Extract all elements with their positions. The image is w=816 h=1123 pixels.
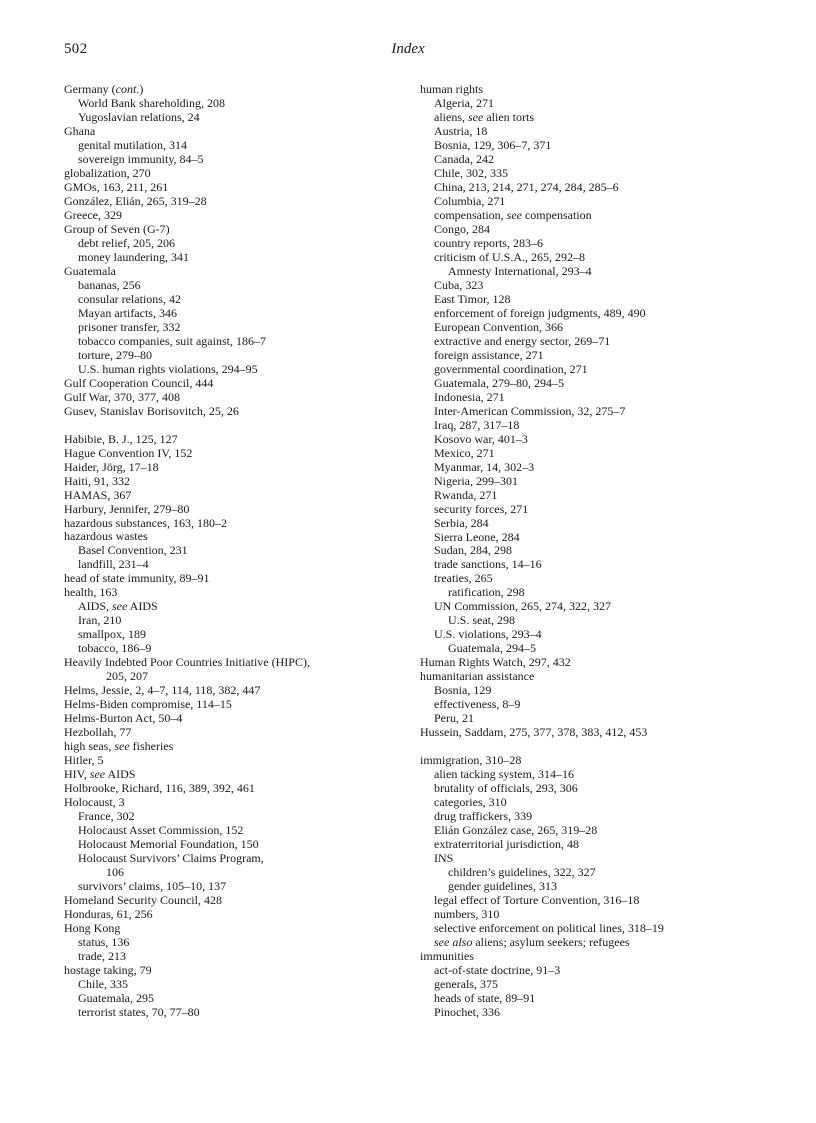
index-subentry (420, 530, 760, 544)
index-subentry (420, 837, 760, 851)
index-heading (64, 474, 404, 488)
index-heading (64, 711, 404, 725)
index-subentry (420, 613, 760, 627)
entry-text: Holocaust, 3 (64, 795, 125, 810)
index-subentry (420, 264, 760, 278)
index-subentry (64, 641, 404, 655)
entry-text: China, 213, 214, 271, 274, 284, 285–6 (434, 179, 619, 194)
entry-text: INS (434, 851, 454, 866)
index-subentry (420, 627, 760, 641)
entry-text: Chile, 335 (78, 976, 128, 991)
entry-text: selective enforcement on political lines, 318–19 (434, 921, 664, 936)
index-subentry (420, 390, 760, 404)
index-subentry (64, 669, 404, 683)
entry-text: country reports, 283–6 (434, 235, 543, 250)
entry-text: 106 (106, 865, 124, 880)
index-subentry (420, 334, 760, 348)
page-number: 502 (64, 41, 88, 57)
index-subentry (420, 362, 760, 376)
index-subentry (64, 543, 404, 557)
index-subentry (64, 1005, 404, 1019)
entry-text: debt relief, 205, 206 (78, 235, 175, 250)
index-subentry (420, 250, 760, 264)
entry-text: torture, 279–80 (78, 347, 152, 362)
entry-text: Iran, 210 (78, 613, 122, 628)
entry-text: Yugoslavian relations, 24 (78, 109, 200, 124)
entry-text: Human Rights Watch, 297, 432 (420, 655, 571, 670)
index-subentry (420, 557, 760, 571)
index-subentry (420, 460, 760, 474)
index-heading (64, 683, 404, 697)
index-heading (64, 222, 404, 236)
index-subentry (64, 306, 404, 320)
index-subentry (64, 949, 404, 963)
entry-text: Holbrooke, Richard, 116, 389, 392, 461 (64, 781, 255, 796)
entry-text: Group of Seven (G-7) (64, 221, 170, 236)
entry-text: children’s guidelines, 322, 327 (448, 865, 596, 880)
entry-text: Hitler, 5 (64, 753, 104, 768)
index-heading (64, 753, 404, 767)
entry-text: Helms-Biden compromise, 114–15 (64, 697, 232, 712)
index-subentry (64, 879, 404, 893)
entry-text: terrorist states, 70, 77–80 (78, 1004, 200, 1019)
entry-text: Nigeria, 299–301 (434, 473, 518, 488)
entry-text: high seas, (64, 739, 115, 754)
index-heading (64, 432, 404, 446)
entry-text: Indonesia, 271 (434, 389, 505, 404)
entry-text: health, 163 (64, 585, 118, 600)
entry-text: sovereign immunity, 84–5 (78, 151, 204, 166)
index-subentry (64, 599, 404, 613)
entry-cross-reference: see (468, 109, 484, 124)
entry-text: extraterritorial jurisdiction, 48 (434, 837, 579, 852)
entry-text: prisoner transfer, 332 (78, 319, 181, 334)
entry-text: Honduras, 61, 256 (64, 907, 153, 922)
index-subentry (420, 418, 760, 432)
entry-text: numbers, 310 (434, 907, 500, 922)
index-heading (64, 725, 404, 739)
index-subentry (420, 781, 760, 795)
index-heading (64, 124, 404, 138)
index-heading (64, 488, 404, 502)
entry-text: survivors’ claims, 105–10, 137 (78, 879, 227, 894)
letter-group-gap (64, 418, 404, 432)
entry-text: hazardous substances, 163, 180–2 (64, 515, 227, 530)
index-heading (64, 208, 404, 222)
index-subentry (420, 516, 760, 530)
entry-text-rest: fisheries (129, 739, 174, 754)
index-heading (420, 725, 760, 739)
index-subentry (64, 152, 404, 166)
index-subentry (64, 851, 404, 865)
index-subentry (420, 194, 760, 208)
index-heading (64, 166, 404, 180)
entry-text: governmental coordination, 271 (434, 361, 588, 376)
index-subentry (420, 96, 760, 110)
index-subentry (64, 557, 404, 571)
entry-text: Guatemala, 279–80, 294–5 (434, 375, 564, 390)
index-heading (64, 376, 404, 390)
entry-text: drug traffickers, 339 (434, 809, 533, 824)
entry-text: 205, 207 (106, 669, 148, 684)
index-heading (64, 781, 404, 795)
entry-text-rest: AIDS (127, 599, 158, 614)
index-subentry (420, 138, 760, 152)
entry-cross-reference: see (114, 739, 130, 754)
index-subentry (64, 865, 404, 879)
index-subentry (420, 376, 760, 390)
entry-text: globalization, 270 (64, 165, 151, 180)
index-heading (64, 502, 404, 516)
entry-text: ratification, 298 (448, 585, 525, 600)
index-subentry (64, 362, 404, 376)
index-heading (64, 767, 404, 781)
entry-text: U.S. human rights violations, 294–95 (78, 361, 258, 376)
entry-text: Mexico, 271 (434, 445, 495, 460)
entry-text: security forces, 271 (434, 501, 529, 516)
entry-text: categories, 310 (434, 795, 507, 810)
index-heading (64, 571, 404, 585)
letter-group-gap (420, 739, 760, 753)
entry-text: heads of state, 89–91 (434, 990, 536, 1005)
index-subentry (420, 502, 760, 516)
index-heading (64, 529, 404, 543)
index-subentry (64, 837, 404, 851)
index-subentry (420, 585, 760, 599)
index-heading (420, 655, 760, 669)
index-subentry (420, 446, 760, 460)
index-heading (64, 907, 404, 921)
entry-text-rest: alien torts (483, 109, 534, 124)
entry-text: Hague Convention IV, 152 (64, 445, 193, 460)
entry-text: East Timor, 128 (434, 291, 511, 306)
entry-cross-reference: see (506, 207, 522, 222)
entry-text: enforcement of foreign judgments, 489, 490 (434, 305, 646, 320)
entry-text: European Convention, 366 (434, 319, 563, 334)
index-subentry (420, 921, 760, 935)
entry-text: González, Elián, 265, 319–28 (64, 193, 207, 208)
entry-cross-reference: cont. (115, 82, 140, 96)
index-subentry (64, 348, 404, 362)
entry-text: Guatemala, 294–5 (448, 641, 536, 656)
entry-text: trade sanctions, 14–16 (434, 557, 542, 572)
index-subentry (420, 865, 760, 879)
entry-text: GMOs, 163, 211, 261 (64, 179, 169, 194)
entry-text: gender guidelines, 313 (448, 879, 557, 894)
entry-text: Austria, 18 (434, 123, 488, 138)
index-subentry (420, 907, 760, 921)
index-subentry (420, 809, 760, 823)
entry-text: alien tacking system, 314–16 (434, 767, 574, 782)
entry-text: immunities (420, 949, 474, 964)
entry-text: Amnesty International, 293–4 (448, 263, 592, 278)
entry-text: Rwanda, 271 (434, 487, 498, 502)
index-heading (64, 390, 404, 404)
entry-text: Holocaust Memorial Foundation, 150 (78, 837, 259, 852)
index-subentry (420, 935, 760, 949)
entry-text: genital mutilation, 314 (78, 137, 187, 152)
entry-text: Chile, 302, 335 (434, 165, 508, 180)
index-subentry (64, 627, 404, 641)
index-subentry (420, 306, 760, 320)
entry-text: Gulf War, 370, 377, 408 (64, 389, 180, 404)
index-subentry (64, 935, 404, 949)
entry-text: extractive and energy sector, 269–71 (434, 333, 611, 348)
entry-text: Pinochet, 336 (434, 1004, 500, 1019)
entry-text: foreign assistance, 271 (434, 347, 544, 362)
index-subentry (420, 543, 760, 557)
entry-text: Myanmar, 14, 302–3 (434, 459, 535, 474)
index-subentry (64, 809, 404, 823)
entry-text: Guatemala (64, 263, 116, 278)
entry-text: humanitarian assistance (420, 669, 535, 684)
entry-text: Iraq, 287, 317–18 (434, 417, 520, 432)
entry-cross-reference: see (112, 599, 128, 614)
entry-text: smallpox, 189 (78, 627, 146, 642)
index-heading (64, 739, 404, 753)
entry-text: Helms-Burton Act, 50–4 (64, 711, 183, 726)
index-heading (64, 585, 404, 599)
entry-text: status, 136 (78, 935, 130, 950)
entry-text: Homeland Security Council, 428 (64, 893, 222, 908)
entry-text: World Bank shareholding, 208 (78, 95, 226, 110)
index-subentry (420, 432, 760, 446)
entry-text: trade, 213 (78, 949, 126, 964)
index-subentry (64, 613, 404, 627)
index-subentry (64, 334, 404, 348)
entry-text: Elián González case, 265, 319–28 (434, 823, 598, 838)
index-subentry (64, 110, 404, 124)
index-subentry (420, 180, 760, 194)
entry-text: U.S. seat, 298 (448, 613, 515, 628)
index-column-left (64, 82, 404, 1019)
entry-text: Bosnia, 129, 306–7, 371 (434, 137, 552, 152)
index-subentry (420, 795, 760, 809)
entry-text: Gusev, Stanislav Borisovitch, 25, 26 (64, 403, 239, 418)
entry-text: AIDS, (78, 599, 113, 614)
entry-text: generals, 375 (434, 976, 498, 991)
index-heading (64, 795, 404, 809)
entry-text: Kosovo war, 401–3 (434, 431, 528, 446)
entry-text: Algeria, 271 (434, 95, 494, 110)
entry-text: UN Commission, 265, 274, 322, 327 (434, 599, 612, 614)
index-heading (64, 82, 404, 96)
index-subentry (420, 278, 760, 292)
index-subentry (64, 823, 404, 837)
index-subentry (420, 697, 760, 711)
index-subentry (420, 166, 760, 180)
index-subentry (420, 110, 760, 124)
index-heading (64, 655, 404, 669)
index-subentry (420, 236, 760, 250)
index-heading (64, 194, 404, 208)
entry-text: Columbia, 271 (434, 193, 506, 208)
index-heading (64, 264, 404, 278)
entry-text: U.S. violations, 293–4 (434, 627, 542, 642)
index-subentry (420, 767, 760, 781)
entry-text: hostage taking, 79 (64, 963, 152, 977)
entry-text: Sudan, 284, 298 (434, 543, 512, 558)
entry-text: legal effect of Torture Convention, 316–18 (434, 893, 640, 908)
entry-text: Ghana (64, 123, 96, 138)
index-subentry (420, 320, 760, 334)
entry-text: criticism of U.S.A., 265, 292–8 (434, 249, 585, 264)
index-subentry (420, 124, 760, 138)
entry-text-rest: ) (139, 82, 144, 96)
entry-text: consular relations, 42 (78, 291, 181, 306)
entry-text: treaties, 265 (434, 571, 493, 586)
index-subentry (420, 893, 760, 907)
index-subentry (420, 571, 760, 585)
entry-text: bananas, 256 (78, 277, 141, 292)
entry-text: Sierra Leone, 284 (434, 529, 520, 544)
entry-text: Canada, 242 (434, 151, 494, 166)
entry-text: Congo, 284 (434, 221, 491, 236)
entry-text: France, 302 (78, 809, 135, 824)
index-heading (420, 753, 760, 767)
entry-text: immigration, 310–28 (420, 753, 522, 768)
index-subentry (64, 96, 404, 110)
index-subentry (420, 488, 760, 502)
index-subentry (420, 711, 760, 725)
entry-text: Guatemala, 295 (78, 990, 154, 1005)
index-heading (64, 516, 404, 530)
entry-cross-reference: see (89, 767, 106, 782)
index-heading (64, 963, 404, 977)
entry-text: Heavily Indebted Poor Countries Initiative (HIPC), (64, 655, 310, 670)
index-subentry (64, 236, 404, 250)
entry-text: Germany ( (64, 82, 116, 96)
index-subentry (64, 991, 404, 1005)
entry-text: head of state immunity, 89–91 (64, 571, 210, 586)
entry-text: Greece, 329 (64, 207, 122, 222)
index-subentry (420, 823, 760, 837)
entry-text: Haider, Jörg, 17–18 (64, 459, 159, 474)
entry-text: brutality of officials, 293, 306 (434, 781, 578, 796)
index-subentry (420, 641, 760, 655)
entry-text: Hussein, Saddam, 275, 377, 378, 383, 412, 453 (420, 725, 648, 740)
entry-text: Gulf Cooperation Council, 444 (64, 375, 214, 390)
index-subentry (420, 977, 760, 991)
entry-text: act-of-state doctrine, 91–3 (434, 963, 561, 977)
index-subentry (420, 879, 760, 893)
index-subentry (64, 250, 404, 264)
entry-text: Holocaust Asset Commission, 152 (78, 823, 244, 838)
entry-text: Holocaust Survivors’ Claims Program, (78, 851, 264, 866)
index-subentry (420, 963, 760, 977)
index-subentry (420, 404, 760, 418)
index-heading (64, 460, 404, 474)
entry-text: Serbia, 284 (434, 515, 489, 530)
index-subentry (420, 683, 760, 697)
entry-text-rest: aliens; asylum seekers; refugees (472, 935, 630, 950)
index-subentry (420, 222, 760, 236)
entry-text: Habibie, B. J., 125, 127 (64, 431, 178, 446)
entry-text-rest: compensation (521, 207, 592, 222)
index-heading (420, 82, 760, 96)
index-subentry (420, 152, 760, 166)
index-heading (64, 446, 404, 460)
entry-text: aliens, (434, 109, 468, 124)
index-subentry (420, 991, 760, 1005)
index-subentry (64, 977, 404, 991)
index-subentry (64, 292, 404, 306)
entry-text: HAMAS, 367 (64, 487, 132, 502)
entry-text: human rights (420, 82, 483, 96)
index-heading (64, 893, 404, 907)
index-heading (64, 180, 404, 194)
index-column-right (420, 82, 760, 1019)
index-subentry (64, 320, 404, 334)
entry-text: hazardous wastes (64, 529, 148, 544)
entry-text-rest: AIDS (105, 767, 136, 782)
index-subentry (420, 474, 760, 488)
index-subentry (420, 851, 760, 865)
index-subentry (420, 348, 760, 362)
entry-text: effectiveness, 8–9 (434, 697, 521, 712)
entry-cross-reference: see also (434, 935, 473, 950)
entry-text: Mayan artifacts, 346 (78, 305, 177, 320)
entry-text: Inter-American Commission, 32, 275–7 (434, 403, 626, 418)
entry-text: Haiti, 91, 332 (64, 473, 130, 488)
entry-text: compensation, (434, 207, 507, 222)
index-heading (64, 697, 404, 711)
entry-text: landfill, 231–4 (78, 557, 149, 572)
index-subentry (64, 138, 404, 152)
entry-text: Hong Kong (64, 921, 121, 936)
entry-text: tobacco, 186–9 (78, 641, 152, 656)
entry-text: money laundering, 341 (78, 249, 189, 264)
index-heading (64, 921, 404, 935)
entry-text: Helms, Jessie, 2, 4–7, 114, 118, 382, 447 (64, 683, 261, 698)
entry-text: Hezbollah, 77 (64, 725, 132, 740)
entry-text: Basel Convention, 231 (78, 543, 188, 558)
index-subentry (420, 208, 760, 222)
entry-text: tobacco companies, suit against, 186–7 (78, 333, 266, 348)
entry-text: Harbury, Jennifer, 279–80 (64, 501, 190, 516)
entry-text: Cuba, 323 (434, 277, 484, 292)
running-title: Index (391, 41, 425, 57)
index-heading (420, 949, 760, 963)
index-subentry (420, 599, 760, 613)
entry-text: Peru, 21 (434, 711, 474, 726)
entry-text: Bosnia, 129 (434, 683, 492, 698)
index-subentry (420, 1005, 760, 1019)
index-heading (64, 404, 404, 418)
index-subentry (420, 292, 760, 306)
index-subentry (64, 278, 404, 292)
entry-text: HIV, (64, 767, 90, 782)
index-heading (420, 669, 760, 683)
